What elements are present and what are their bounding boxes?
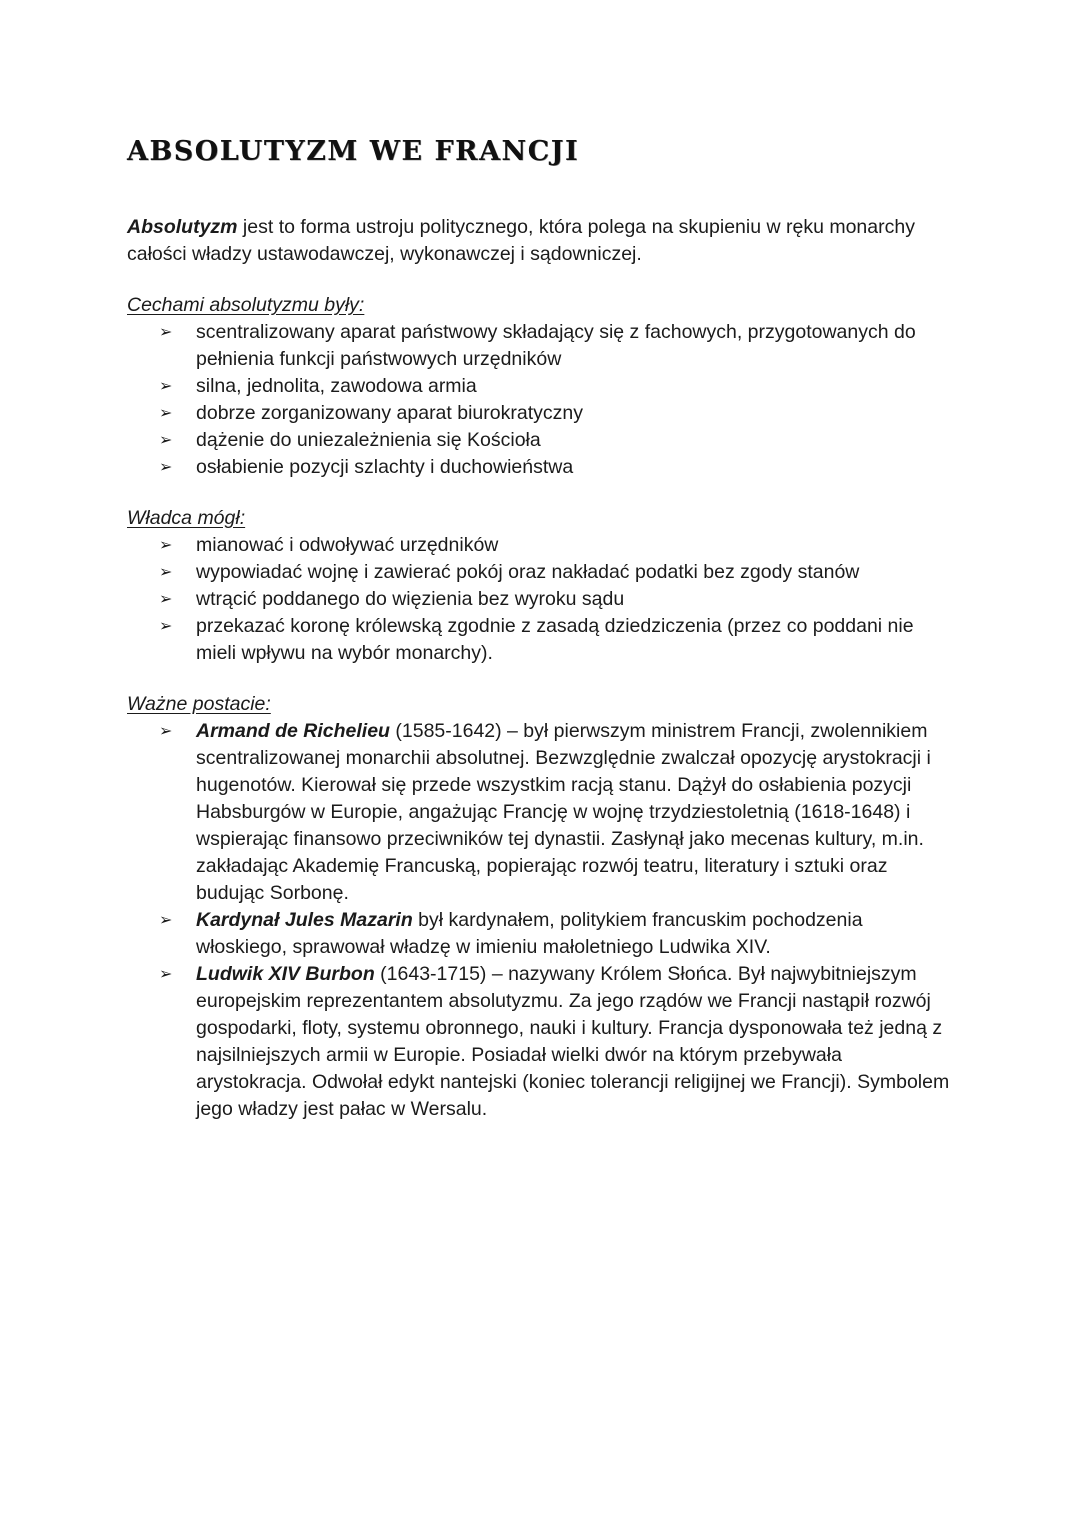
list-item-richelieu	[127, 718, 955, 907]
list-item	[127, 427, 955, 454]
arrow-bullet-icon: ➢	[159, 405, 173, 422]
list-item	[127, 586, 955, 613]
list-item-text: scentralizowany aparat państwowy składający się z fachowych, przygotowanych do pełnienia funkcji państwowych urzędników	[196, 321, 916, 370]
list-item-ludwik-xiv	[127, 961, 955, 1123]
arrow-bullet-icon: ➢	[159, 432, 173, 449]
intro-paragraph	[127, 214, 955, 268]
list-item-text: mianować i odwoływać urzędników	[196, 534, 499, 556]
section-heading-features: Cechami absolutyzmu były:	[127, 294, 365, 316]
important-figures-list	[127, 718, 955, 1123]
list-item-text: osłabienie pozycji szlachty i duchowieństwa	[196, 456, 574, 478]
arrow-bullet-icon: ➢	[159, 537, 173, 554]
list-item	[127, 532, 955, 559]
list-item	[127, 373, 955, 400]
arrow-bullet-icon: ➢	[159, 966, 173, 983]
list-item-text: wtrącić poddanego do więzienia bez wyroku sądu	[196, 588, 625, 610]
figure-description: (1585-1642) – był pierwszym ministrem Francji, zwolennikiem scentralizowanej monarchii absolutnej. Bezwzględnie zwalczał opozycję arystokracji i hugenotów. Kierował się przede wszystkim racją stanu. Dążył do osłabienia pozycji Habsburgów w Europie, angażując Francję w wojnę trzydziestoletnią (1618-1648) i wspierając finansowo przeciwników tej dynastii. Zasłynął jako mecenas kultury, m.in. zakładając Akademię Francuską, popierając rozwój teatru, literatury i sztuki oraz budując Sorbonę.	[196, 720, 931, 904]
figure-name: Armand de Richelieu	[196, 720, 390, 742]
list-item-text: wypowiadać wojnę i zawierać pokój oraz nakładać podatki bez zgody stanów	[196, 561, 860, 583]
arrow-bullet-icon: ➢	[159, 324, 173, 341]
section-features	[127, 292, 955, 481]
ruler-powers-list	[127, 532, 955, 667]
list-item	[127, 319, 955, 373]
list-item	[127, 559, 955, 586]
arrow-bullet-icon: ➢	[159, 591, 173, 608]
intro-lead: Absolutyzm	[127, 216, 238, 238]
arrow-bullet-icon: ➢	[159, 459, 173, 476]
arrow-bullet-icon: ➢	[159, 618, 173, 635]
figure-description: był kardynałem, politykiem francuskim pochodzenia włoskiego, sprawował władzę w imieniu małoletniego Ludwika XIV.	[196, 909, 863, 958]
section-heading-important-figures: Ważne postacie:	[127, 693, 271, 715]
section-heading-ruler-powers: Władca mógł:	[127, 507, 246, 529]
list-item	[127, 454, 955, 481]
list-item-text: silna, jednolita, zawodowa armia	[196, 375, 477, 397]
section-important-figures	[127, 691, 955, 1123]
arrow-bullet-icon: ➢	[159, 723, 173, 740]
intro-text: jest to forma ustroju politycznego, która polega na skupieniu w ręku monarchy całości władzy ustawodawczej, wykonawczej i sądowniczej.	[127, 216, 915, 265]
list-item-text: dobrze zorganizowany aparat biurokratyczny	[196, 402, 583, 424]
features-list	[127, 319, 955, 481]
figure-description: (1643-1715) – nazywany Królem Słońca. Był najwybitniejszym europejskim reprezentantem absolutyzmu. Za jego rządów we Francji nastąpił rozwój gospodarki, floty, systemu obronnego, nauki i kultury. Francja dysponowała też jedną z najsilniejszych armii w Europie. Posiadał wielki dwór na którym przebywała arystokracja. Odwołał edykt nantejski (koniec tolerancji religijnej we Francji). Symbolem jego władzy jest pałac w Wersalu.	[196, 963, 950, 1120]
list-item-mazarin	[127, 907, 955, 961]
arrow-bullet-icon: ➢	[159, 378, 173, 395]
list-item-text: dążenie do uniezależnienia się Kościoła	[196, 429, 541, 451]
figure-name: Kardynał Jules Mazarin	[196, 909, 413, 931]
figure-name: Ludwik XIV Burbon	[196, 963, 375, 985]
list-item	[127, 613, 955, 667]
list-item	[127, 400, 955, 427]
arrow-bullet-icon: ➢	[159, 564, 173, 581]
list-item-text: przekazać koronę królewską zgodnie z zasadą dziedziczenia (przez co poddani nie mieli wpływu na wybór monarchy).	[196, 615, 914, 664]
section-ruler-powers	[127, 505, 955, 667]
page-title: ABSOLUTYZM WE FRANCJI	[127, 136, 580, 167]
arrow-bullet-icon: ➢	[159, 912, 173, 929]
